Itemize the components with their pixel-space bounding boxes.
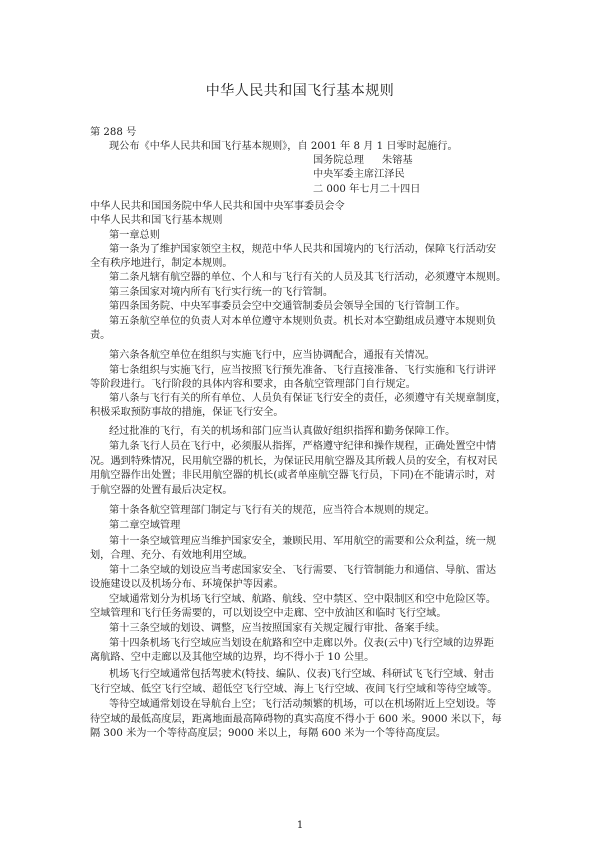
- body-line: 第十四条机场飞行空域应当划设在航路和空中走廊以外。仪表(云中)飞行空域的边界距: [109, 638, 494, 649]
- premier-name: 朱镕基: [382, 155, 413, 166]
- body-line: 第二条凡辖有航空器的单位、个人和与飞行有关的人员及其飞行活动，必须遵守本规则。: [109, 272, 507, 283]
- body-line: 第十条各航空管理部门制定与飞行有关的规范，应当符合本规则的规定。: [109, 505, 435, 516]
- body-line: 第六条各航空单位在组织与实施飞行中，应当协调配合，通报有关情况。: [109, 350, 435, 361]
- body-line: 经过批准的飞行，有关的机场和部门应当认真做好组织指挥和勤务保障工作。: [109, 426, 456, 437]
- body-line: 第一条为了维护国家领空主权，规范中华人民共和国境内的飞行活动，保障飞行活动安: [109, 244, 497, 255]
- body-line: 于航空器的处置有最后决定权。: [90, 485, 233, 496]
- body-line: 第三条国家对境内所有飞行实行统一的飞行管制。: [109, 287, 334, 298]
- body-line: 第十二条空域的划设应当考虑国家安全、飞行需要、飞行管制能力和通信、导航、雷达: [109, 565, 497, 576]
- body-line: 空域管理和飞行任务需要的，可以划设空中走廊、空中放油区和临时飞行空域。: [90, 608, 447, 619]
- body-line: 第四条国务院、中央军事委员会空中交通管制委员会领导全国的飞行管制工作。: [109, 301, 466, 312]
- body-line: 离航路、空中走廊以及其他空域的边界，均不得小于 10 公里。: [90, 652, 375, 663]
- regulation-name: 中华人民共和国飞行基本规则: [90, 215, 223, 226]
- body-line: 积极采取预防事故的措施，保证飞行安全。: [90, 407, 284, 418]
- body-line: 第二章空域管理: [109, 520, 181, 531]
- decree-issuer: 中华人民共和国国务院中华人民共和国中央军事委员会令: [90, 201, 345, 212]
- cmc-chairman: 中央军委主席江泽民: [313, 169, 405, 180]
- body-line: 第十一条空域管理应当维护国家安全，兼顾民用、军用航空的需要和公众利益，统一规: [109, 536, 497, 547]
- body-line: 况。遇到特殊情况，民用航空器的机长，为保证民用航空器及其所载人员的安全，有权对民: [90, 456, 498, 467]
- body-line: 全有秩序地进行，制定本规则。: [90, 258, 233, 269]
- body-line: 第七条组织与实施飞行，应当按照飞行预先准备、飞行直接准备、飞行实施和飞行讲评: [109, 365, 497, 376]
- page-number: 1: [296, 820, 304, 831]
- body-line: 第五条航空单位的负责人对本单位遵守本规则负责。机长对本空勤组成员遵守本规则负: [109, 316, 497, 327]
- body-line: 第十三条空域的划设、调整，应当按照国家有关规定履行审批、备案手续。: [109, 623, 446, 634]
- body-line: 划，合理、充分、有效地利用空域。: [90, 550, 253, 561]
- body-line: 用航空器作出处置；非民用航空器的机长(或者单座航空器飞行员，下同)在不能请示时，对: [90, 470, 496, 481]
- body-line: 等阶段进行。飞行阶段的具体内容和要求，由各航空管理部门自行规定。: [90, 379, 416, 390]
- body-line: 责。: [90, 330, 111, 341]
- body-line: 第一章总则: [109, 230, 160, 241]
- body-line: 设施建设以及机场分布、环境保护等因素。: [90, 579, 284, 590]
- premier-title: 国务院总理: [313, 155, 364, 166]
- body-line: 待空域的最低高度层，距离地面最高障碍物的真实高度不得小于 600 米。9000 米以下，每: [90, 714, 502, 725]
- document-title: 中华人民共和国飞行基本规则: [205, 83, 395, 99]
- body-line: 第九条飞行人员在飞行中，必须服从指挥，严格遵守纪律和操作规程，正确处置空中情: [109, 441, 497, 452]
- order-number: 第 288 号: [90, 127, 137, 138]
- body-line: 机场飞行空域通常包括驾驶术(特技、编队、仪表)飞行空域、科研试飞飞行空域、射击: [109, 669, 494, 680]
- body-line: 飞行空域、低空飞行空域、超低空飞行空域、海上飞行空域、夜间飞行空域和等待空域等。: [90, 684, 498, 695]
- body-line: 第八条与飞行有关的所有单位、人员负有保证飞行安全的责任，必须遵守有关规章制度，: [109, 393, 507, 404]
- promulgation-text: 现公布《中华人民共和国飞行基本规则》，自 2001 年 8 月 1 日零时起施行。: [109, 141, 458, 152]
- body-line: 隔 300 米为一个等待高度层；9000 米以上，每隔 600 米为一个等待高度层。: [90, 728, 447, 739]
- body-line: 空域通常划分为机场飞行空域、航路、航线、空中禁区、空中限制区和空中危险区等。: [109, 594, 497, 605]
- signing-date: 二 000 年七月二十四日: [313, 184, 421, 195]
- body-line: 等待空域通常划设在导航台上空；飞行活动频繁的机场，可以在机场附近上空划设。等: [109, 699, 497, 710]
